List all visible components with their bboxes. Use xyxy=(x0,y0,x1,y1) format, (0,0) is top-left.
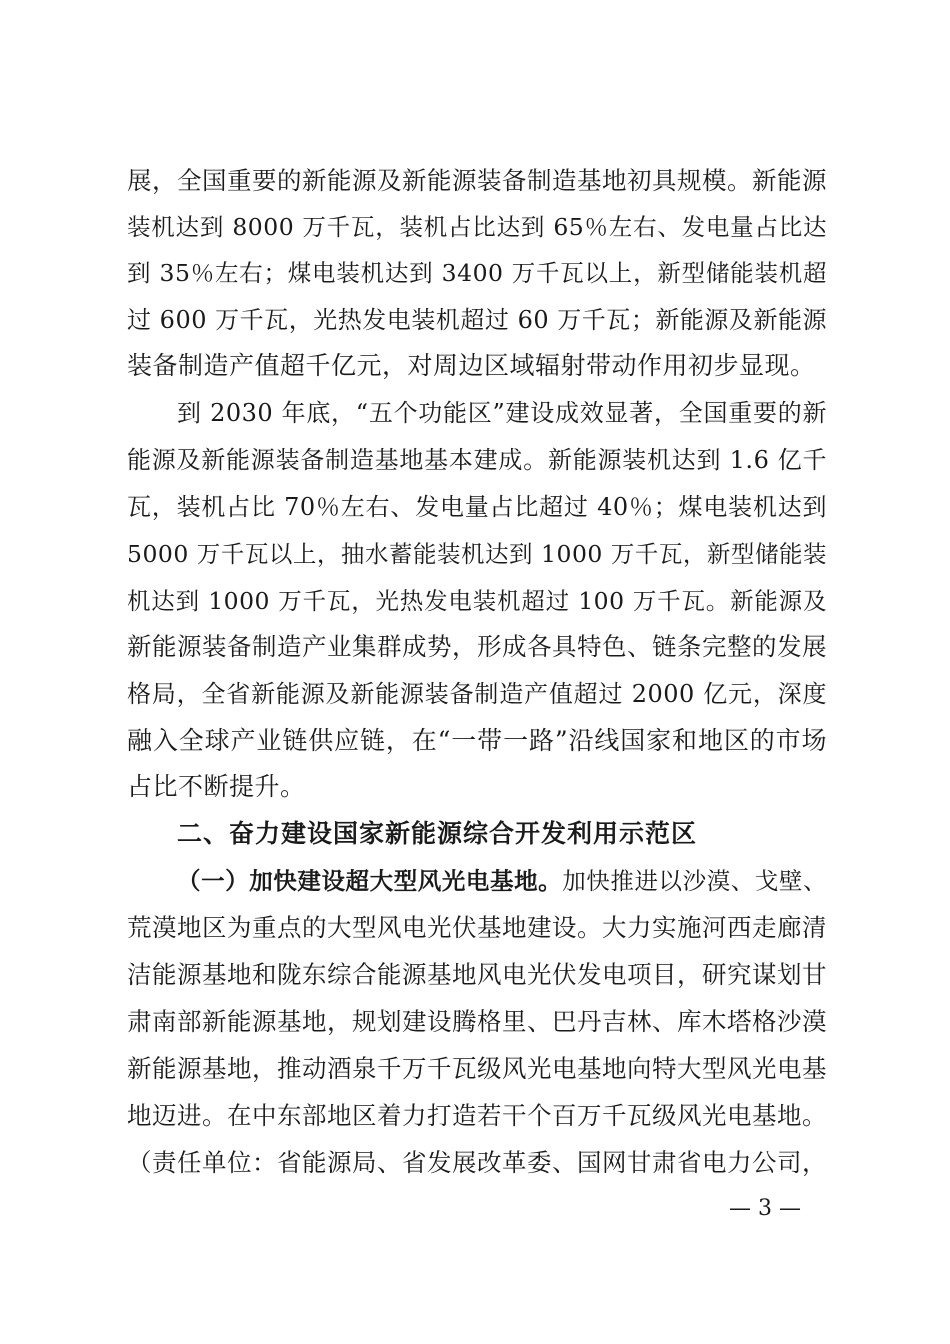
paragraph-line: 能源及新能源装备制造基地基本建成。新能源装机达到 1.6 亿千 xyxy=(127,446,827,474)
paragraph-line: 洁能源基地和陇东综合能源基地风电光伏发电项目，研究谋划甘 xyxy=(127,960,827,989)
paragraph-line: 荒漠地区为重点的大型风电光伏基地建设。大力实施河西走廊清 xyxy=(127,913,827,942)
paragraph-line: 新能源装备制造产业集群成势，形成各具特色、链条完整的发展 xyxy=(127,632,827,661)
page-number: — 3 — xyxy=(729,1196,801,1221)
paragraph-line: 肃南部新能源基地，规划建设腾格里、巴丹吉林、库木塔格沙漠 xyxy=(127,1007,827,1036)
paragraph-line: 到 35％左右；煤电装机达到 3400 万千瓦以上，新型储能装机超 xyxy=(127,259,827,287)
paragraph-line: 展，全国重要的新能源及新能源装备制造基地初具规模。新能源 xyxy=(127,166,827,195)
paragraph-line: 格局，全省新能源及新能源装备制造产值超过 2000 亿元，深度 xyxy=(127,680,827,708)
paragraph-line: 地迈进。在中东部地区着力打造若干个百万千瓦级风光电基地。 xyxy=(127,1101,827,1130)
paragraph-line: 机达到 1000 万千瓦，光热发电装机超过 100 万千瓦。新能源及 xyxy=(127,587,827,615)
paragraph-line: 到 2030 年底，“五个功能区”建设成效显著，全国重要的新 xyxy=(177,399,827,427)
paragraph-line: 装机达到 8000 万千瓦，装机占比达到 65％左右、发电量占比达 xyxy=(127,213,827,241)
subsection-title: （一）加快建设超大型风光电基地。 xyxy=(177,867,563,895)
subsection-text: 加快推进以沙漠、戈壁、 xyxy=(562,867,828,895)
section-heading: 二、奋力建设国家新能源综合开发利用示范区 xyxy=(177,819,698,848)
paragraph-line: 过 600 万千瓦，光热发电装机超过 60 万千瓦；新能源及新能源 xyxy=(127,306,827,334)
paragraph-line: 瓦，装机占比 70％左右、发电量占比超过 40％；煤电装机达到 xyxy=(127,493,827,521)
subsection-first-line xyxy=(177,858,827,904)
paragraph-line: 装备制造产值超千亿元，对周边区域辐射带动作用初步显现。 xyxy=(127,351,816,380)
paragraph-line: 5000 万千瓦以上，抽水蓄能装机达到 1000 万千瓦，新型储能装 xyxy=(127,540,827,568)
paragraph-line: 新能源基地，推动酒泉千万千瓦级风光电基地向特大型风光电基 xyxy=(127,1054,827,1083)
paragraph-line: （责任单位：省能源局、省发展改革委、国网甘肃省电力公司， xyxy=(127,1148,827,1177)
paragraph-line: 占比不断提升。 xyxy=(127,772,306,801)
paragraph-line: 融入全球产业链供应链，在“一带一路”沿线国家和地区的市场 xyxy=(127,726,827,755)
